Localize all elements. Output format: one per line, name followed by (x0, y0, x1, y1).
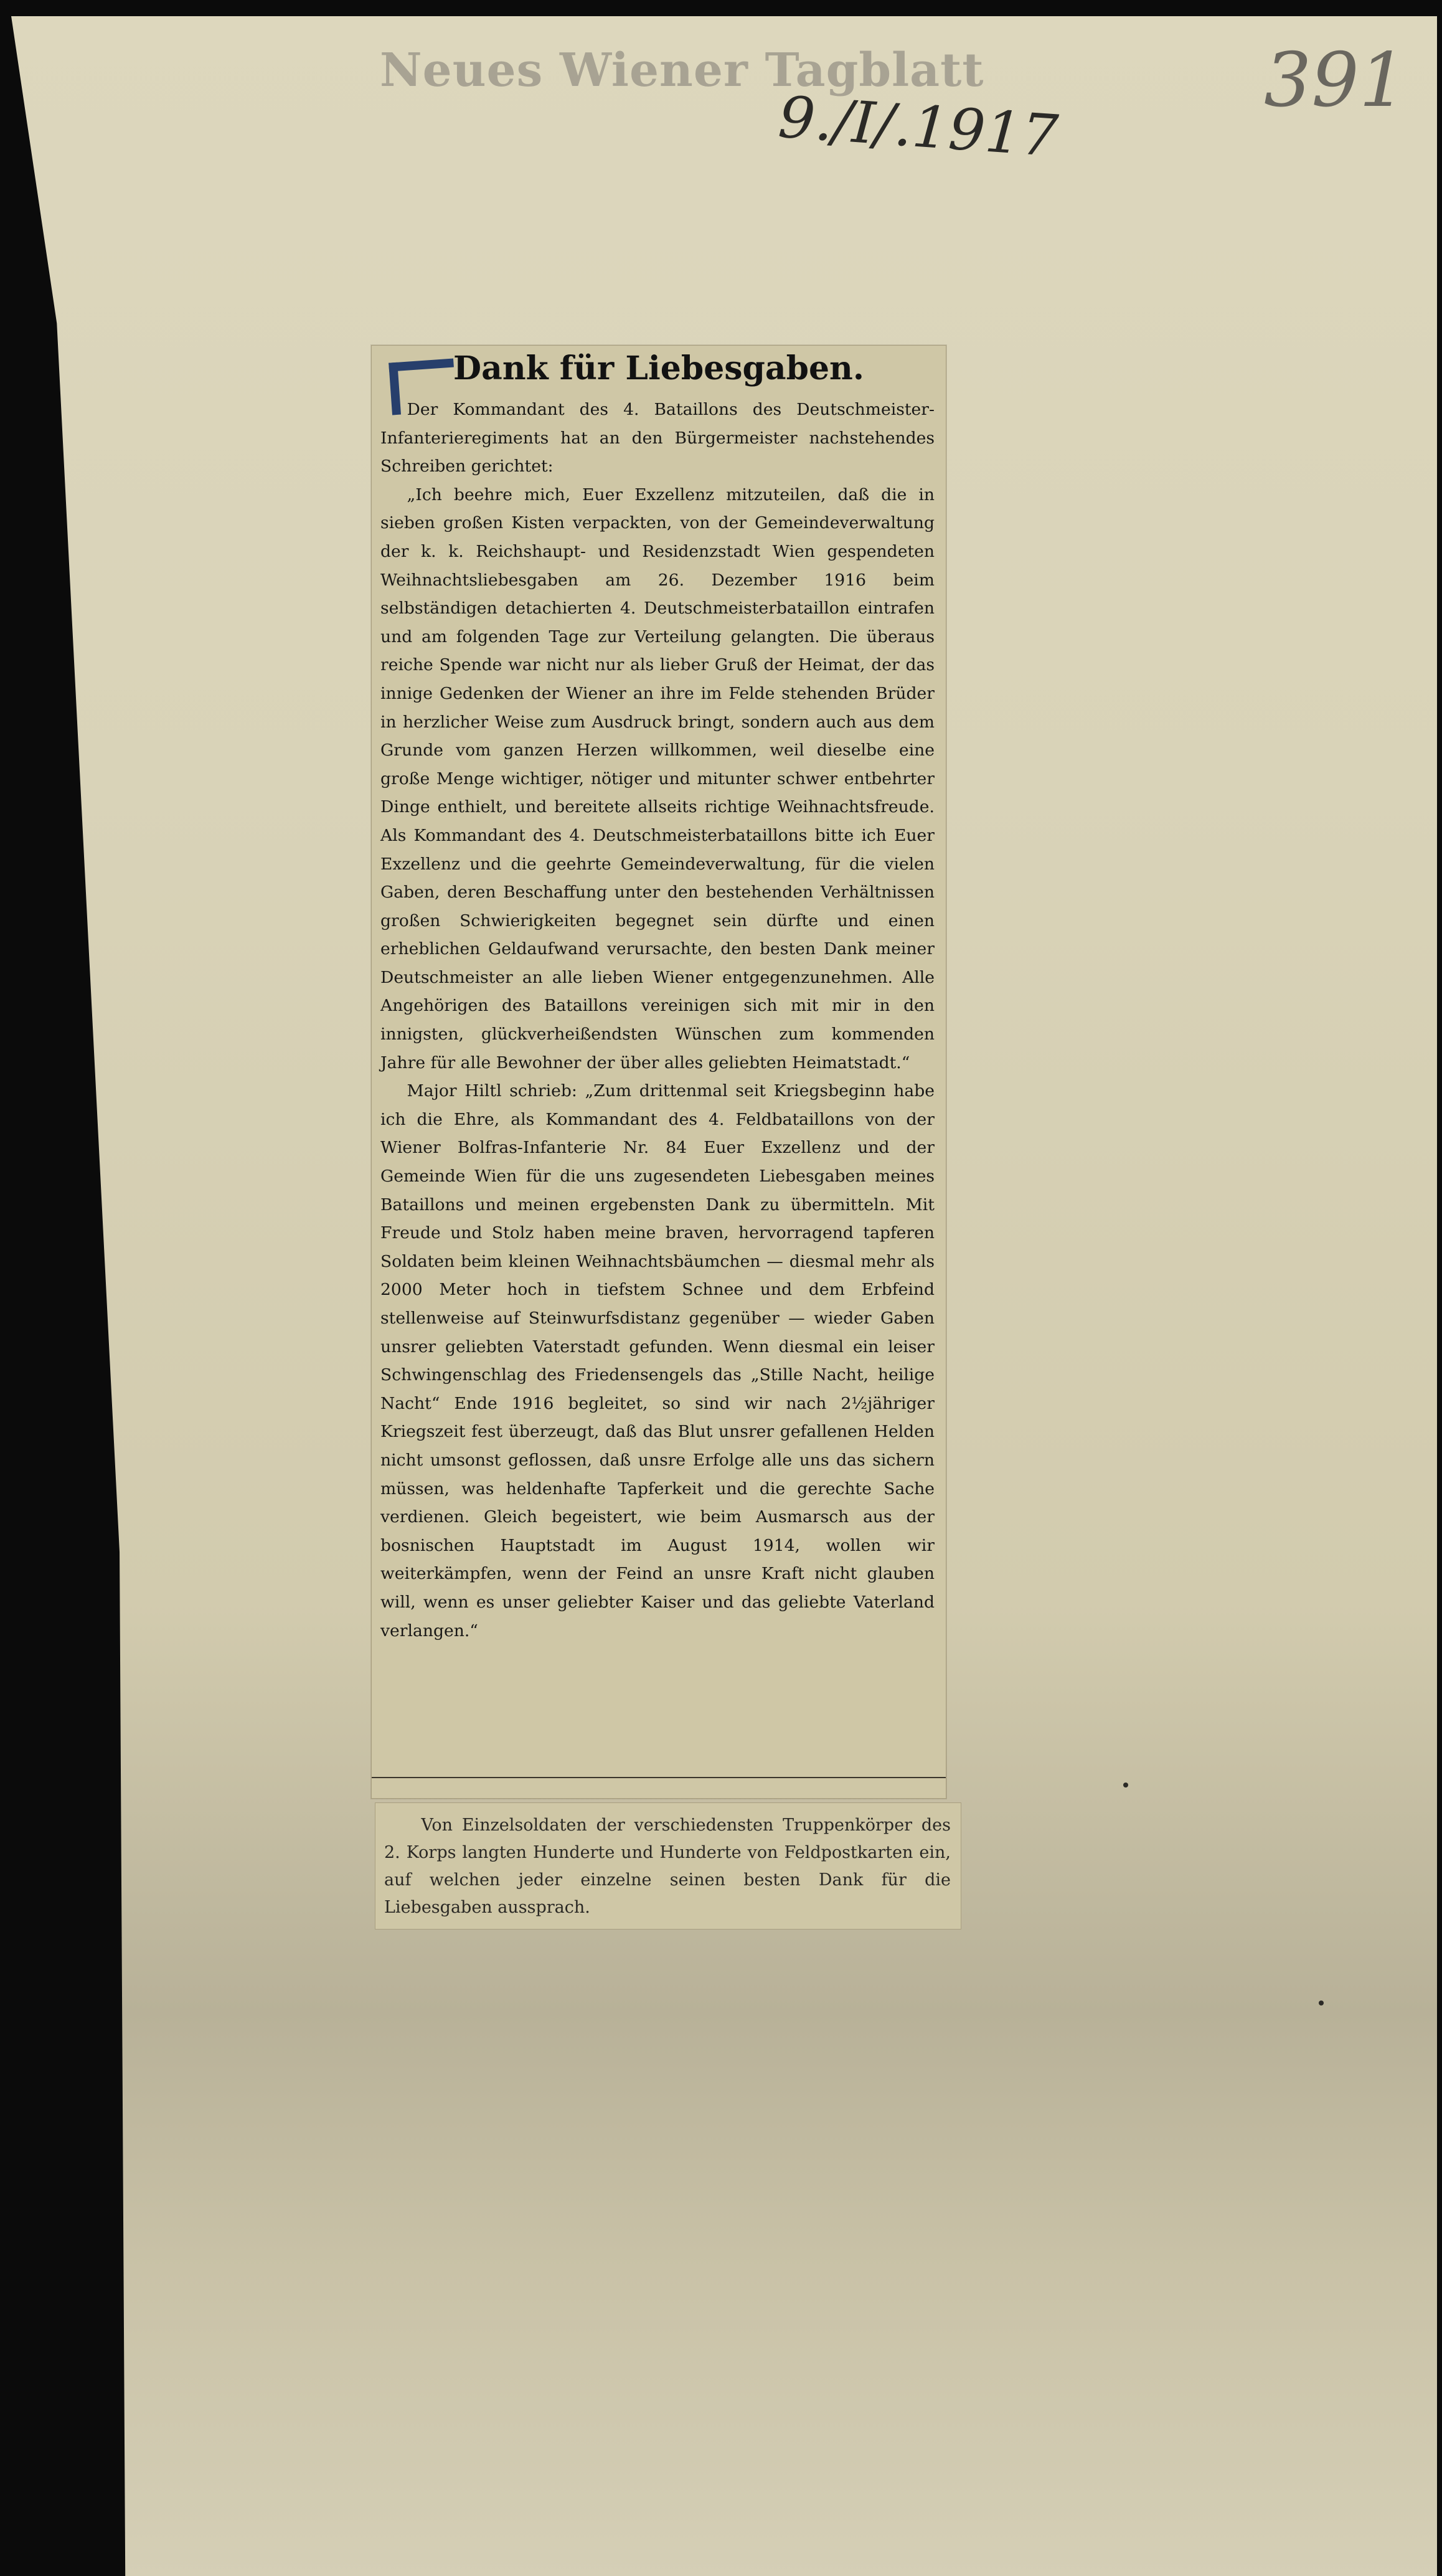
article-body (380, 395, 935, 1645)
newspaper-clipping (371, 345, 946, 1799)
paper-speck (1319, 2001, 1324, 2005)
newspaper-name-stamp: Neues Wiener Tagblatt (380, 44, 984, 97)
article-paragraph: „Ich beehre mich, Euer Exzellenz mitzuteilen, daß die in sieben großen Kisten verpackten, von der Gemeindeverwaltung der k. k. Reichshaupt- und Residenzstadt Wien gespendeten Weihnachtsliebesgaben am 26. Dezember 1916 beim selbständigen detachierten 4. Deutschmeisterbataillon eintrafen und am folgenden Tage zur Verteilung gelangten. Die überaus reiche Spende war nicht nur als lieber Gruß der Heimat, der das innige Gedenken der Wiener an ihre im Felde stehenden Brüder in herzlicher Weise zum Ausdruck bringt, sondern auch aus dem Grunde vom ganzen Herzen willkommen, weil dieselbe eine große Menge wichtiger, nötiger und mitunter schwer entbehrter Dinge enthielt, und bereitete allseits richtige Weihnachtsfreude. Als Kommandant des 4. Deutschmeisterbataillons bitte ich Euer Exzellenz und die geehrte Gemeindeverwaltung, für die vielen Gaben, deren Beschaffung unter den bestehenden Verhältnissen großen Schwierigkeiten begegnet sein dürfte und einen erheblichen Geldaufwand verursachte, den besten Dank meiner Deutschmeister an alle lieben Wiener entgegenzunehmen. Alle Angehörigen des Bataillons vereinigen sich mit mir in den innigsten, glückverheißendsten Wünschen zum kommenden Jahre für alle Bewohner der über alles geliebten Heimatstadt.“ (380, 485, 935, 1073)
article-headline: Dank für Liebesgaben. (453, 349, 864, 387)
article-paragraph: Major Hiltl schrieb: „Zum drittenmal seit Kriegsbeginn habe ich die Ehre, als Kommandant des 4. Feldbataillons von der Wiener Bolfras-Infanterie Nr. 84 Euer Exzellenz und der Gemeinde Wien für die uns zugesendeten Liebesgaben meines Bataillons und meinen ergebensten Dank zu übermitteln. Mit Freude und Stolz haben meine braven, hervorragend tapferen Soldaten beim kleinen Weihnachtsbäumchen — diesmal mehr als 2000 Meter hoch in tiefstem Schnee und dem Erbfeind stellenweise auf Steinwurfsdistanz gegenüber — wieder Gaben unsrer geliebten Vaterstadt gefunden. Wenn diesmal ein leiser Schwingenschlag des Friedensengels das „Stille Nacht, heilige Nacht“ Ende 1916 begleitet, so sind wir nach 2½jähriger Kriegszeit fest überzeugt, daß das Blut unsrer gefallenen Helden nicht umsonst geflossen, daß unsre Erfolge alle uns das sichern müssen, was heldenhafte Tapferkeit und die gerechte Sache verdienen. Gleich begeistert, wie beim Ausmarsch aus der bosnischen Hauptstadt im August 1914, wollen wir weiterkämpfen, wenn der Feind an unsre Kraft nicht glauben will, wenn es unser geliebter Kaiser und das geliebte Vaterland verlangen.“ (380, 1081, 935, 1641)
article-paragraph: Der Kommandant des 4. Bataillons des Deutschmeister-Infanterieregiments hat an den Bürgermeister nachstehendes Schreiben gerichtet: (380, 400, 935, 476)
article-divider (372, 1777, 946, 1778)
paper-speck (1123, 1783, 1128, 1788)
addendum-body (384, 1812, 951, 1921)
addendum-paragraph: Von Einzelsoldaten der verschiedensten Truppenkörper des 2. Korps langten Hunderte und Hunderte von Feldpostkarten ein, auf welchen jeder einzelne seinen besten Dank für die Liebesgaben aussprach. (384, 1816, 951, 1917)
newspaper-clipping-addendum (375, 1802, 961, 1930)
handwritten-date: 9./I/.1917 (776, 83, 1060, 170)
handwritten-page-number: 391 (1264, 37, 1407, 124)
